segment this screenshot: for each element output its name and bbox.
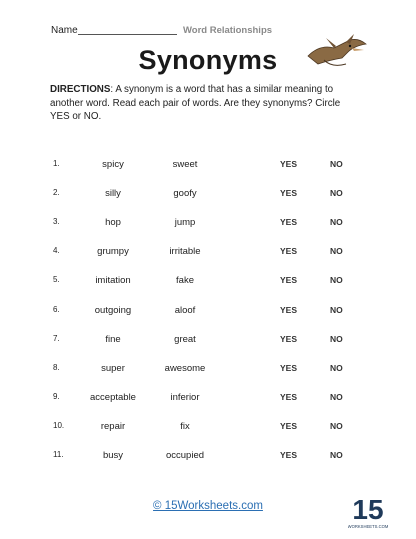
question-row <box>0 334 416 348</box>
page-title: Synonyms <box>138 45 278 75</box>
pterodactyl-illustration <box>306 34 368 74</box>
question-number: 4. <box>53 246 60 256</box>
first-word: repair <box>100 420 126 432</box>
yes-option[interactable]: YES <box>280 246 298 257</box>
no-option[interactable]: NO <box>330 217 343 228</box>
second-word: awesome <box>164 362 206 374</box>
first-word: grumpy <box>97 246 129 258</box>
no-option[interactable]: NO <box>330 333 343 344</box>
yes-option[interactable]: YES <box>280 420 298 431</box>
question-number: 6. <box>53 304 60 314</box>
question-row <box>0 188 416 202</box>
question-row <box>0 421 416 435</box>
second-word: goofy <box>173 188 197 200</box>
first-word: busy <box>102 450 124 461</box>
question-number: 2. <box>53 188 60 198</box>
first-word: silly <box>105 188 121 200</box>
second-word: fix <box>180 420 190 432</box>
15worksheets-logo <box>348 492 388 532</box>
question-row <box>0 363 416 377</box>
logo-number: 15 <box>352 494 384 525</box>
question-number: 10. <box>53 420 65 430</box>
yes-option[interactable]: YES <box>280 391 298 402</box>
no-option[interactable]: NO <box>330 304 343 315</box>
second-word: great <box>174 333 196 345</box>
question-number: 8. <box>53 362 60 372</box>
yes-option[interactable]: YES <box>280 188 298 199</box>
question-number: 9. <box>53 391 60 401</box>
question-row <box>0 392 416 406</box>
directions-label: DIRECTIONS <box>50 84 111 95</box>
second-word: occupied <box>165 450 205 461</box>
second-word: fake <box>176 275 194 287</box>
question-row <box>0 246 416 260</box>
question-row <box>0 305 416 319</box>
question-row <box>0 217 416 231</box>
question-row <box>0 450 416 464</box>
no-option[interactable]: NO <box>330 188 343 199</box>
copyright-link[interactable]: © 15Worksheets.com <box>153 500 263 512</box>
first-word: super <box>101 362 125 374</box>
name-line <box>78 34 177 35</box>
first-word: imitation <box>95 275 131 287</box>
name-label: Name <box>51 25 78 36</box>
no-option[interactable]: NO <box>330 420 343 431</box>
yes-option[interactable]: YES <box>280 304 298 315</box>
second-word: irritable <box>169 246 201 258</box>
yes-option[interactable]: YES <box>280 362 298 373</box>
first-word: spicy <box>102 159 124 170</box>
no-option[interactable]: NO <box>330 275 343 286</box>
logo-subtext: WORKSHEETS.COM <box>348 524 388 529</box>
question-number: 1. <box>53 159 60 168</box>
no-option[interactable]: NO <box>330 159 343 169</box>
directions-text: : A synonym is a word that has a similar meaning to another word. Read each pair of words. Are they synonyms? Circle YES or NO. <box>50 84 341 122</box>
no-option[interactable]: NO <box>330 450 343 460</box>
yes-option[interactable]: YES <box>280 159 298 169</box>
first-word: hop <box>105 217 121 229</box>
yes-option[interactable]: YES <box>280 450 298 460</box>
question-number: 5. <box>53 275 60 285</box>
second-word: sweet <box>172 159 198 170</box>
question-row <box>0 159 416 173</box>
yes-option[interactable]: YES <box>280 217 298 228</box>
question-row <box>0 275 416 289</box>
first-word: acceptable <box>90 391 136 403</box>
yes-option[interactable]: YES <box>280 333 298 344</box>
question-number: 3. <box>53 217 60 227</box>
yes-option[interactable]: YES <box>280 275 298 286</box>
no-option[interactable]: NO <box>330 391 343 402</box>
question-number: 11. <box>53 450 64 459</box>
first-word: outgoing <box>94 304 132 316</box>
second-word: jump <box>174 217 196 229</box>
second-word: aloof <box>174 304 196 316</box>
first-word: fine <box>105 333 121 345</box>
worksheet-category: Word Relationships <box>183 25 273 36</box>
question-number: 7. <box>53 333 60 343</box>
no-option[interactable]: NO <box>330 246 343 257</box>
directions <box>50 83 350 124</box>
no-option[interactable]: NO <box>330 362 343 373</box>
second-word: inferior <box>170 391 200 403</box>
